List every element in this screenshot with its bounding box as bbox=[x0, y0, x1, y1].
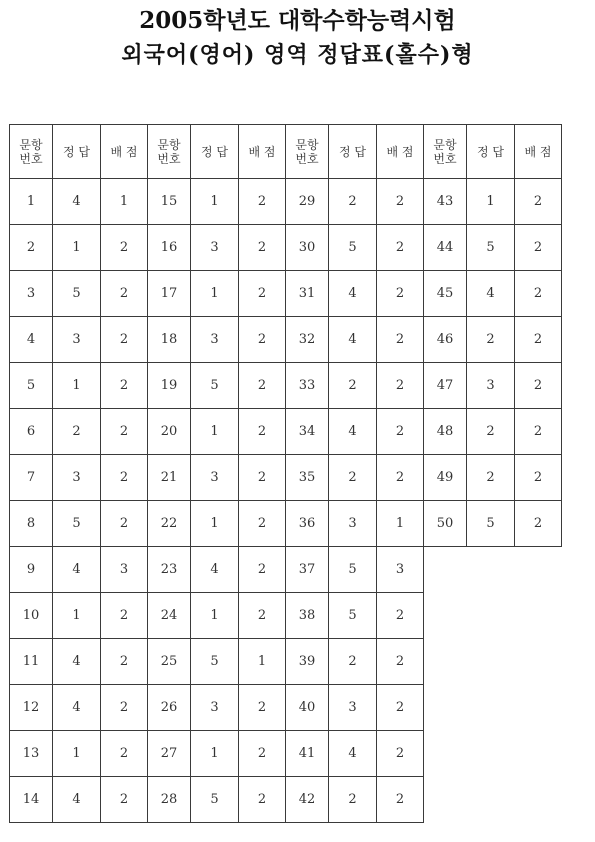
answer-value: 5 bbox=[329, 225, 377, 271]
answer-value: 5 bbox=[467, 501, 515, 547]
points-value: 2 bbox=[377, 271, 424, 317]
answer-key-table bbox=[9, 124, 562, 823]
question-number: 27 bbox=[148, 731, 191, 777]
answer-value: 2 bbox=[329, 455, 377, 501]
answer-value: 2 bbox=[467, 317, 515, 363]
answer-value: 2 bbox=[467, 409, 515, 455]
points-value: 2 bbox=[239, 271, 286, 317]
answer-value: 1 bbox=[191, 731, 239, 777]
answer-value: 3 bbox=[329, 501, 377, 547]
header-answer: 정 답 bbox=[53, 125, 101, 179]
answer-value: 4 bbox=[53, 685, 101, 731]
answer-value: 4 bbox=[53, 639, 101, 685]
question-number: 49 bbox=[424, 455, 467, 501]
answer-value: 5 bbox=[191, 363, 239, 409]
answer-value: 5 bbox=[53, 271, 101, 317]
table-row bbox=[10, 271, 562, 317]
answer-value: 2 bbox=[329, 363, 377, 409]
table-row bbox=[10, 179, 562, 225]
question-number: 17 bbox=[148, 271, 191, 317]
question-number: 3 bbox=[10, 271, 53, 317]
points-value: 2 bbox=[239, 409, 286, 455]
answer-value: 3 bbox=[53, 317, 101, 363]
question-number: 29 bbox=[286, 179, 329, 225]
answer-value: 1 bbox=[467, 179, 515, 225]
answer-value: 3 bbox=[191, 685, 239, 731]
empty-cell bbox=[515, 685, 562, 731]
points-value: 3 bbox=[101, 547, 148, 593]
points-value: 3 bbox=[377, 547, 424, 593]
question-number: 22 bbox=[148, 501, 191, 547]
question-number: 8 bbox=[10, 501, 53, 547]
points-value: 2 bbox=[101, 409, 148, 455]
points-value: 2 bbox=[101, 271, 148, 317]
answer-value: 3 bbox=[191, 455, 239, 501]
answer-value: 2 bbox=[467, 455, 515, 501]
answer-value: 1 bbox=[191, 501, 239, 547]
header-question-number: 문항 번호 bbox=[10, 125, 53, 179]
header-points: 배 점 bbox=[515, 125, 562, 179]
question-number: 14 bbox=[10, 777, 53, 823]
empty-cell bbox=[467, 685, 515, 731]
points-value: 2 bbox=[239, 225, 286, 271]
question-number: 42 bbox=[286, 777, 329, 823]
points-value: 2 bbox=[377, 455, 424, 501]
question-number: 19 bbox=[148, 363, 191, 409]
empty-cell bbox=[515, 547, 562, 593]
answer-value: 1 bbox=[53, 225, 101, 271]
question-number: 23 bbox=[148, 547, 191, 593]
points-value: 1 bbox=[239, 639, 286, 685]
question-number: 26 bbox=[148, 685, 191, 731]
header-points: 배 점 bbox=[239, 125, 286, 179]
header-question-number: 문항 번호 bbox=[148, 125, 191, 179]
points-value: 2 bbox=[515, 317, 562, 363]
answer-value: 1 bbox=[191, 271, 239, 317]
points-value: 2 bbox=[377, 179, 424, 225]
points-value: 2 bbox=[101, 363, 148, 409]
points-value: 2 bbox=[101, 455, 148, 501]
points-value: 2 bbox=[377, 317, 424, 363]
table-row bbox=[10, 777, 562, 823]
points-value: 2 bbox=[101, 501, 148, 547]
question-number: 40 bbox=[286, 685, 329, 731]
points-value: 2 bbox=[239, 501, 286, 547]
answer-value: 1 bbox=[191, 409, 239, 455]
answer-value: 3 bbox=[191, 225, 239, 271]
answer-value: 3 bbox=[191, 317, 239, 363]
answer-value: 3 bbox=[53, 455, 101, 501]
answer-value: 1 bbox=[53, 731, 101, 777]
question-number: 31 bbox=[286, 271, 329, 317]
answer-value: 2 bbox=[53, 409, 101, 455]
header-points: 배 점 bbox=[101, 125, 148, 179]
answer-value: 4 bbox=[191, 547, 239, 593]
answer-value: 3 bbox=[467, 363, 515, 409]
points-value: 2 bbox=[515, 455, 562, 501]
empty-cell bbox=[424, 731, 467, 777]
points-value: 2 bbox=[239, 455, 286, 501]
question-number: 32 bbox=[286, 317, 329, 363]
header-answer: 정 답 bbox=[467, 125, 515, 179]
question-number: 11 bbox=[10, 639, 53, 685]
points-value: 2 bbox=[515, 225, 562, 271]
header-points: 배 점 bbox=[377, 125, 424, 179]
table-row bbox=[10, 593, 562, 639]
header-question-number: 문항 번호 bbox=[424, 125, 467, 179]
empty-cell bbox=[424, 593, 467, 639]
question-number: 20 bbox=[148, 409, 191, 455]
question-number: 43 bbox=[424, 179, 467, 225]
answer-value: 4 bbox=[53, 179, 101, 225]
empty-cell bbox=[515, 731, 562, 777]
empty-cell bbox=[467, 547, 515, 593]
question-number: 46 bbox=[424, 317, 467, 363]
answer-value: 4 bbox=[329, 317, 377, 363]
points-value: 2 bbox=[377, 363, 424, 409]
question-number: 50 bbox=[424, 501, 467, 547]
question-number: 10 bbox=[10, 593, 53, 639]
question-number: 12 bbox=[10, 685, 53, 731]
table-row bbox=[10, 363, 562, 409]
points-value: 2 bbox=[239, 685, 286, 731]
points-value: 2 bbox=[239, 593, 286, 639]
points-value: 2 bbox=[239, 731, 286, 777]
question-number: 18 bbox=[148, 317, 191, 363]
question-number: 2 bbox=[10, 225, 53, 271]
question-number: 4 bbox=[10, 317, 53, 363]
question-number: 13 bbox=[10, 731, 53, 777]
points-value: 2 bbox=[377, 731, 424, 777]
answer-value: 5 bbox=[329, 547, 377, 593]
points-value: 2 bbox=[239, 179, 286, 225]
question-number: 16 bbox=[148, 225, 191, 271]
points-value: 2 bbox=[515, 409, 562, 455]
points-value: 2 bbox=[515, 501, 562, 547]
empty-cell bbox=[424, 547, 467, 593]
points-value: 2 bbox=[101, 317, 148, 363]
answer-value: 4 bbox=[329, 731, 377, 777]
answer-value: 5 bbox=[191, 639, 239, 685]
points-value: 2 bbox=[101, 731, 148, 777]
question-number: 39 bbox=[286, 639, 329, 685]
points-value: 2 bbox=[515, 271, 562, 317]
answer-value: 4 bbox=[329, 271, 377, 317]
question-number: 41 bbox=[286, 731, 329, 777]
points-value: 2 bbox=[239, 777, 286, 823]
points-value: 2 bbox=[515, 363, 562, 409]
question-number: 15 bbox=[148, 179, 191, 225]
points-value: 1 bbox=[101, 179, 148, 225]
answer-value: 3 bbox=[329, 685, 377, 731]
points-value: 2 bbox=[377, 639, 424, 685]
table-header-row bbox=[10, 125, 562, 179]
question-number: 47 bbox=[424, 363, 467, 409]
table-row bbox=[10, 455, 562, 501]
answer-value: 1 bbox=[53, 593, 101, 639]
question-number: 1 bbox=[10, 179, 53, 225]
answer-value: 2 bbox=[329, 179, 377, 225]
points-value: 2 bbox=[377, 777, 424, 823]
table-row bbox=[10, 639, 562, 685]
table-row bbox=[10, 685, 562, 731]
question-number: 5 bbox=[10, 363, 53, 409]
document-subtitle: 외국어(영어) 영역 정답표(홀수)형 bbox=[121, 42, 474, 68]
answer-value: 1 bbox=[53, 363, 101, 409]
points-value: 2 bbox=[239, 363, 286, 409]
answer-value: 4 bbox=[53, 777, 101, 823]
table-row bbox=[10, 501, 562, 547]
points-value: 2 bbox=[101, 685, 148, 731]
answer-value: 5 bbox=[467, 225, 515, 271]
question-number: 45 bbox=[424, 271, 467, 317]
points-value: 2 bbox=[377, 685, 424, 731]
answer-value: 2 bbox=[329, 777, 377, 823]
document-title: 2005학년도 대학수학능력시험 bbox=[139, 7, 456, 34]
question-number: 36 bbox=[286, 501, 329, 547]
question-number: 25 bbox=[148, 639, 191, 685]
question-number: 28 bbox=[148, 777, 191, 823]
question-number: 21 bbox=[148, 455, 191, 501]
header-answer: 정 답 bbox=[191, 125, 239, 179]
table-row bbox=[10, 317, 562, 363]
answer-value: 5 bbox=[191, 777, 239, 823]
answer-value: 5 bbox=[329, 593, 377, 639]
points-value: 2 bbox=[239, 547, 286, 593]
answer-value: 4 bbox=[467, 271, 515, 317]
question-number: 7 bbox=[10, 455, 53, 501]
answer-value: 1 bbox=[191, 593, 239, 639]
table-row bbox=[10, 409, 562, 455]
table-row bbox=[10, 547, 562, 593]
points-value: 2 bbox=[377, 225, 424, 271]
empty-cell bbox=[515, 639, 562, 685]
points-value: 2 bbox=[101, 225, 148, 271]
answer-value: 4 bbox=[53, 547, 101, 593]
points-value: 2 bbox=[377, 409, 424, 455]
points-value: 1 bbox=[377, 501, 424, 547]
empty-cell bbox=[467, 639, 515, 685]
answer-value: 1 bbox=[191, 179, 239, 225]
header-question-number: 문항 번호 bbox=[286, 125, 329, 179]
answer-value: 4 bbox=[329, 409, 377, 455]
points-value: 2 bbox=[101, 777, 148, 823]
question-number: 35 bbox=[286, 455, 329, 501]
header-answer: 정 답 bbox=[329, 125, 377, 179]
empty-cell bbox=[424, 777, 467, 823]
table-row bbox=[10, 731, 562, 777]
answer-value: 2 bbox=[329, 639, 377, 685]
question-number: 30 bbox=[286, 225, 329, 271]
answer-value: 5 bbox=[53, 501, 101, 547]
question-number: 37 bbox=[286, 547, 329, 593]
empty-cell bbox=[515, 593, 562, 639]
empty-cell bbox=[467, 777, 515, 823]
points-value: 2 bbox=[515, 179, 562, 225]
question-number: 6 bbox=[10, 409, 53, 455]
empty-cell bbox=[424, 639, 467, 685]
empty-cell bbox=[515, 777, 562, 823]
points-value: 2 bbox=[101, 593, 148, 639]
question-number: 44 bbox=[424, 225, 467, 271]
question-number: 48 bbox=[424, 409, 467, 455]
empty-cell bbox=[467, 593, 515, 639]
question-number: 9 bbox=[10, 547, 53, 593]
empty-cell bbox=[424, 685, 467, 731]
question-number: 33 bbox=[286, 363, 329, 409]
table-row bbox=[10, 225, 562, 271]
points-value: 2 bbox=[101, 639, 148, 685]
points-value: 2 bbox=[377, 593, 424, 639]
question-number: 38 bbox=[286, 593, 329, 639]
question-number: 34 bbox=[286, 409, 329, 455]
question-number: 24 bbox=[148, 593, 191, 639]
empty-cell bbox=[467, 731, 515, 777]
points-value: 2 bbox=[239, 317, 286, 363]
